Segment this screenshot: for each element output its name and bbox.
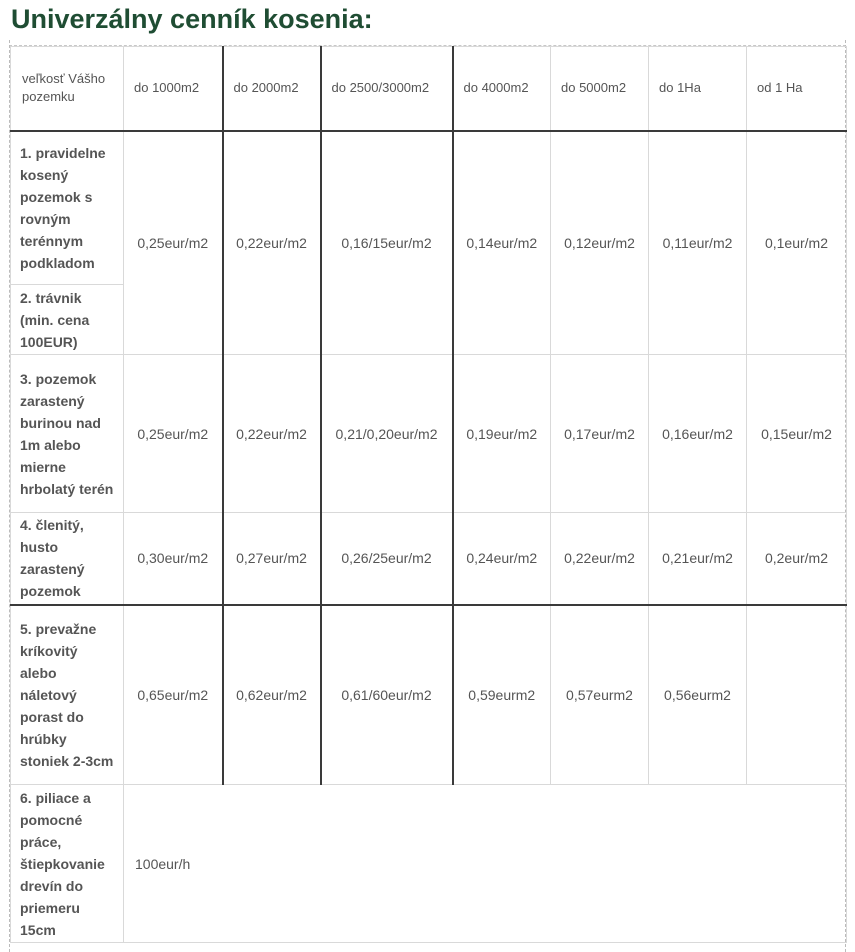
header-col-6: do 1Ha xyxy=(649,47,747,131)
table-row xyxy=(11,131,847,285)
row-label: 6. piliace a pomocné práce, štiepkovanie drevín do priemeru 15cm xyxy=(11,785,124,943)
price-cell: 0,25eur/m2 xyxy=(124,355,223,513)
page-title: Univerzálny cenník kosenia: xyxy=(11,4,373,34)
price-cell: 0,65eur/m2 xyxy=(124,605,223,785)
price-cell: 0,21eur/m2 xyxy=(649,513,747,605)
price-cell: 0,57eurm2 xyxy=(551,605,649,785)
price-cell xyxy=(747,605,847,785)
price-cell: 0,61/60eur/m2 xyxy=(321,605,453,785)
row-label: 5. prevažne kríkovitý alebo náletový porast do hrúbky stoniek 2-3cm xyxy=(11,605,124,785)
price-cell: 0,22eur/m2 xyxy=(223,355,321,513)
price-cell: 0,62eur/m2 xyxy=(223,605,321,785)
price-cell: 0,17eur/m2 xyxy=(551,355,649,513)
price-cell: 0,22eur/m2 xyxy=(551,513,649,605)
header-col-3: do 2500/3000m2 xyxy=(321,47,453,131)
row-label: 4. členitý, husto zarastený pozemok xyxy=(11,513,124,605)
price-cell: 100eur/h xyxy=(124,785,847,943)
price-cell: 0,1eur/m2 xyxy=(747,131,847,355)
price-cell: 0,19eur/m2 xyxy=(453,355,551,513)
price-cell: 0,56eurm2 xyxy=(649,605,747,785)
table-row xyxy=(11,513,847,605)
header-col-2: do 2000m2 xyxy=(223,47,321,131)
table-row xyxy=(11,785,847,943)
price-cell: 0,15eur/m2 xyxy=(747,355,847,513)
row-label: 2. trávnik (min. cena 100EUR) xyxy=(11,285,124,355)
price-cell: 0,2eur/m2 xyxy=(747,513,847,605)
table-header-row xyxy=(11,47,847,131)
row-label: 3. pozemok zarastený burinou nad 1m alebo mierne hrbolatý terén xyxy=(11,355,124,513)
price-cell: 0,59eurm2 xyxy=(453,605,551,785)
table-row xyxy=(11,355,847,513)
price-cell: 0,12eur/m2 xyxy=(551,131,649,355)
price-cell: 0,14eur/m2 xyxy=(453,131,551,355)
header-label: veľkosť Vášho pozemku xyxy=(11,47,124,131)
price-cell: 0,27eur/m2 xyxy=(223,513,321,605)
price-cell: 0,24eur/m2 xyxy=(453,513,551,605)
price-table xyxy=(10,46,847,943)
price-cell: 0,25eur/m2 xyxy=(124,131,223,355)
header-col-4: do 4000m2 xyxy=(453,47,551,131)
table-row xyxy=(11,605,847,785)
price-cell: 0,26/25eur/m2 xyxy=(321,513,453,605)
header-col-1: do 1000m2 xyxy=(124,47,223,131)
price-cell: 0,30eur/m2 xyxy=(124,513,223,605)
price-cell: 0,16/15eur/m2 xyxy=(321,131,453,355)
header-col-7: od 1 Ha xyxy=(747,47,847,131)
price-cell: 0,21/0,20eur/m2 xyxy=(321,355,453,513)
header-col-5: do 5000m2 xyxy=(551,47,649,131)
price-cell: 0,16eur/m2 xyxy=(649,355,747,513)
price-cell: 0,22eur/m2 xyxy=(223,131,321,355)
row-label: 1. pravidelne kosený pozemok s rovným terénnym podkladom xyxy=(11,131,124,285)
price-cell: 0,11eur/m2 xyxy=(649,131,747,355)
